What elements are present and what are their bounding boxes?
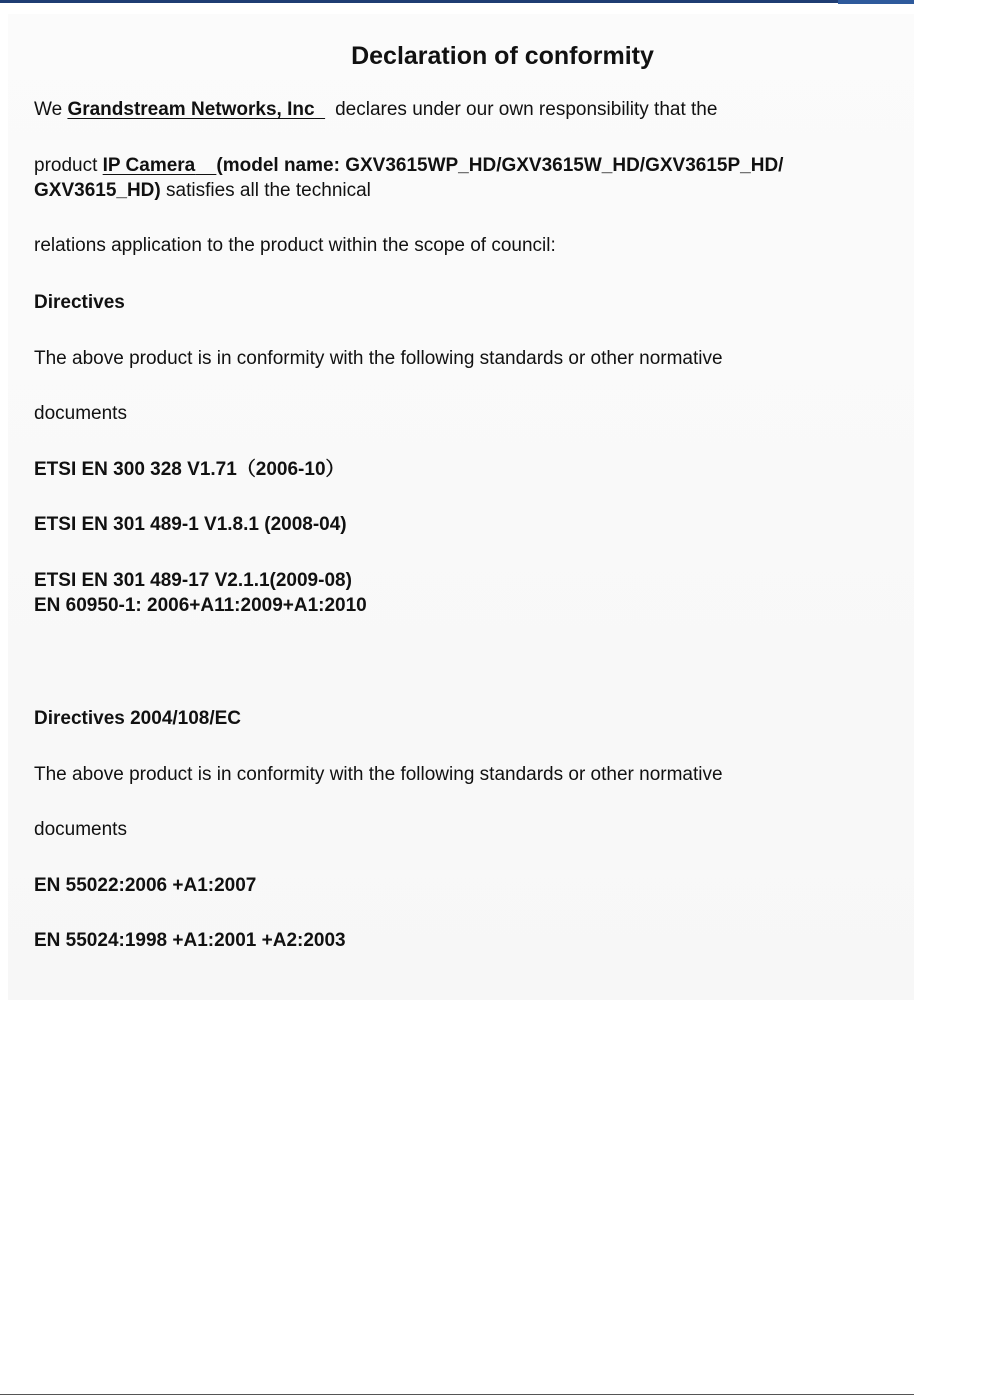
declaration-line-2 [34,154,783,178]
product-underline-gap [195,155,216,176]
section1-conformity-text: The above product is in conformity with the following standards or other normative [34,348,723,369]
standard-item: EN 55024:1998 +A1:2001 +A2:2003 [34,930,346,951]
section1-documents-label: documents [34,403,127,424]
section2-documents-label: documents [34,819,127,840]
footer-rule [0,1394,914,1395]
model-names: (model name: GXV3615WP_HD/GXV3615W_HD/GXV3615P_HD/ [216,155,784,176]
declaration-prefix: We [34,99,68,120]
section2-heading: Directives 2004/108/EC [34,708,242,729]
top-header-accent [838,0,914,4]
page-title: Declaration of conformity [351,42,654,70]
technical-suffix: satisfies all the technical [160,180,371,201]
declaration-suffix: declares under our own responsibility that the [335,99,718,120]
model-names-end: GXV3615_HD) [34,180,161,201]
company-name: Grandstream Networks, Inc [67,99,315,120]
product-prefix: product [34,155,103,176]
top-header-rule [0,0,914,3]
section1-heading: Directives [34,292,125,313]
declaration-line-3 [34,179,371,203]
declaration-line-1 [34,98,717,122]
declaration-line-4: relations application to the product within the scope of council: [34,235,556,256]
company-underline-gap [315,99,326,120]
standard-item: EN 60950-1: 2006+A11:2009+A1:2010 [34,595,367,616]
standard-item: ETSI EN 301 489-1 V1.8.1 (2008-04) [34,514,347,535]
standard-item: EN 55022:2006 +A1:2007 [34,875,257,896]
section2-conformity-text: The above product is in conformity with the following standards or other normative [34,764,723,785]
standard-item: ETSI EN 301 489-17 V2.1.1(2009-08) [34,570,352,591]
standard-item: ETSI EN 300 328 V1.71（2006-10） [34,459,345,480]
product-name: IP Camera [102,155,196,176]
